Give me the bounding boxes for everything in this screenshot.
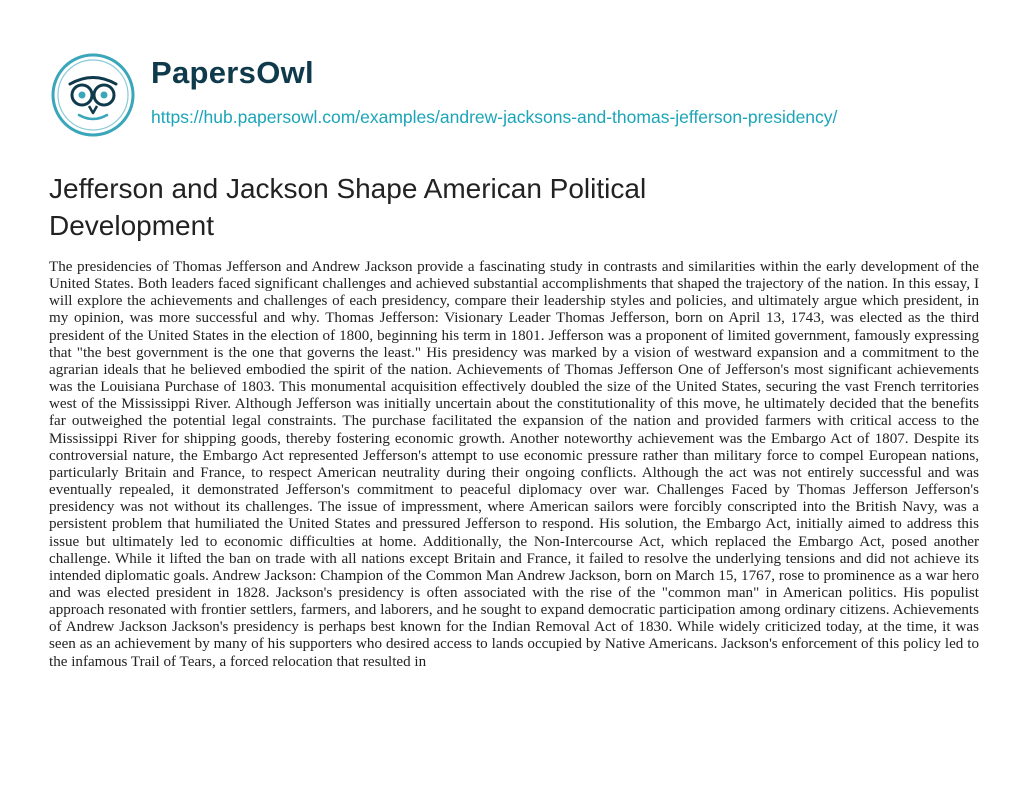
source-url-link[interactable]: https://hub.papersowl.com/examples/andrew-jacksons-and-thomas-jefferson-presidency/	[151, 107, 838, 127]
article-body: The presidencies of Thomas Jefferson and Andrew Jackson provide a fascinating study in contrasts and similarities within the early development of the United States. Both leaders faced significant challenges and achieved substantial accomplishments that shaped the trajectory of the nation. In this essay, I will explore the achievements and challenges of each presidency, compare their leadership styles and policies, and ultimately argue which president, in my opinion, was more successful and why. Thomas Jefferson: Visionary Leader Thomas Jefferson, born on April 13, 1743, was elected as the third president of the United States in the election of 1800, beginning his term in 1801. Jefferson was a proponent of limited government, famously expressing that "the best government is the one that governs the least." His presidency was marked by a vision of westward expansion and a commitment to the agrarian ideals that he believed embodied the spirit of the nation. Achievements of Thomas Jefferson One of Jefferson's most significant achievements was the Louisiana Purchase of 1803. This monumental acquisition effectively doubled the size of the United States, securing the vast French territories west of the Mississippi River. Although Jefferson was initially uncertain about the constitutionality of this move, he ultimately decided that the benefits far outweighed the potential legal constraints. The purchase facilitated the expansion of the nation and provided farmers with critical access to the Mississippi River for shipping goods, thereby fostering economic growth. Another noteworthy achievement was the Embargo Act of 1807. Despite its controversial nature, the Embargo Act represented Jefferson's attempt to use economic pressure rather than military force to compel European nations, particularly Britain and France, to respect American neutrality during their ongoing conflicts. Although the act was not entirely successful and was eventually repealed, it demonstrated Jefferson's commitment to peaceful diplomacy over war. Challenges Faced by Thomas Jefferson Jefferson's presidency was not without its challenges. The issue of impressment, where American sailors were forcibly conscripted into the British Navy, was a persistent problem that humiliated the United States and pressured Jefferson to respond. His solution, the Embargo Act, initially aimed to address this issue but ultimately led to economic difficulties at home. Additionally, the Non-Intercourse Act, which replaced the Embargo Act, posed another challenge. While it lifted the ban on trade with all nations except Britain and France, it failed to resolve the underlying tensions and did not achieve its intended diplomatic goals. Andrew Jackson: Champion of the Common Man Andrew Jackson, born on March 15, 1767, rose to prominence as a war hero and was elected president in 1828. Jackson's presidency is often associated with the rise of the "common man" in American politics. His populist approach resonated with frontier settlers, farmers, and laborers, and he sought to expand democratic participation among ordinary citizens. Achievements of Andrew Jackson Jackson's presidency is perhaps best known for the Indian Removal Act of 1830. While widely criticized today, at the time, it was seen as an achievement by many of his supporters who desired access to lands occupied by Native Americans. Jackson's enforcement of this policy led to the infamous Trail of Tears, a forced relocation that resulted in	[49, 259, 979, 670]
article-title: Jefferson and Jackson Shape American Political Development	[49, 173, 647, 241]
owl-logo-icon[interactable]	[49, 51, 137, 139]
brand-name[interactable]: PapersOwl	[151, 55, 314, 90]
site-header	[49, 51, 999, 141]
